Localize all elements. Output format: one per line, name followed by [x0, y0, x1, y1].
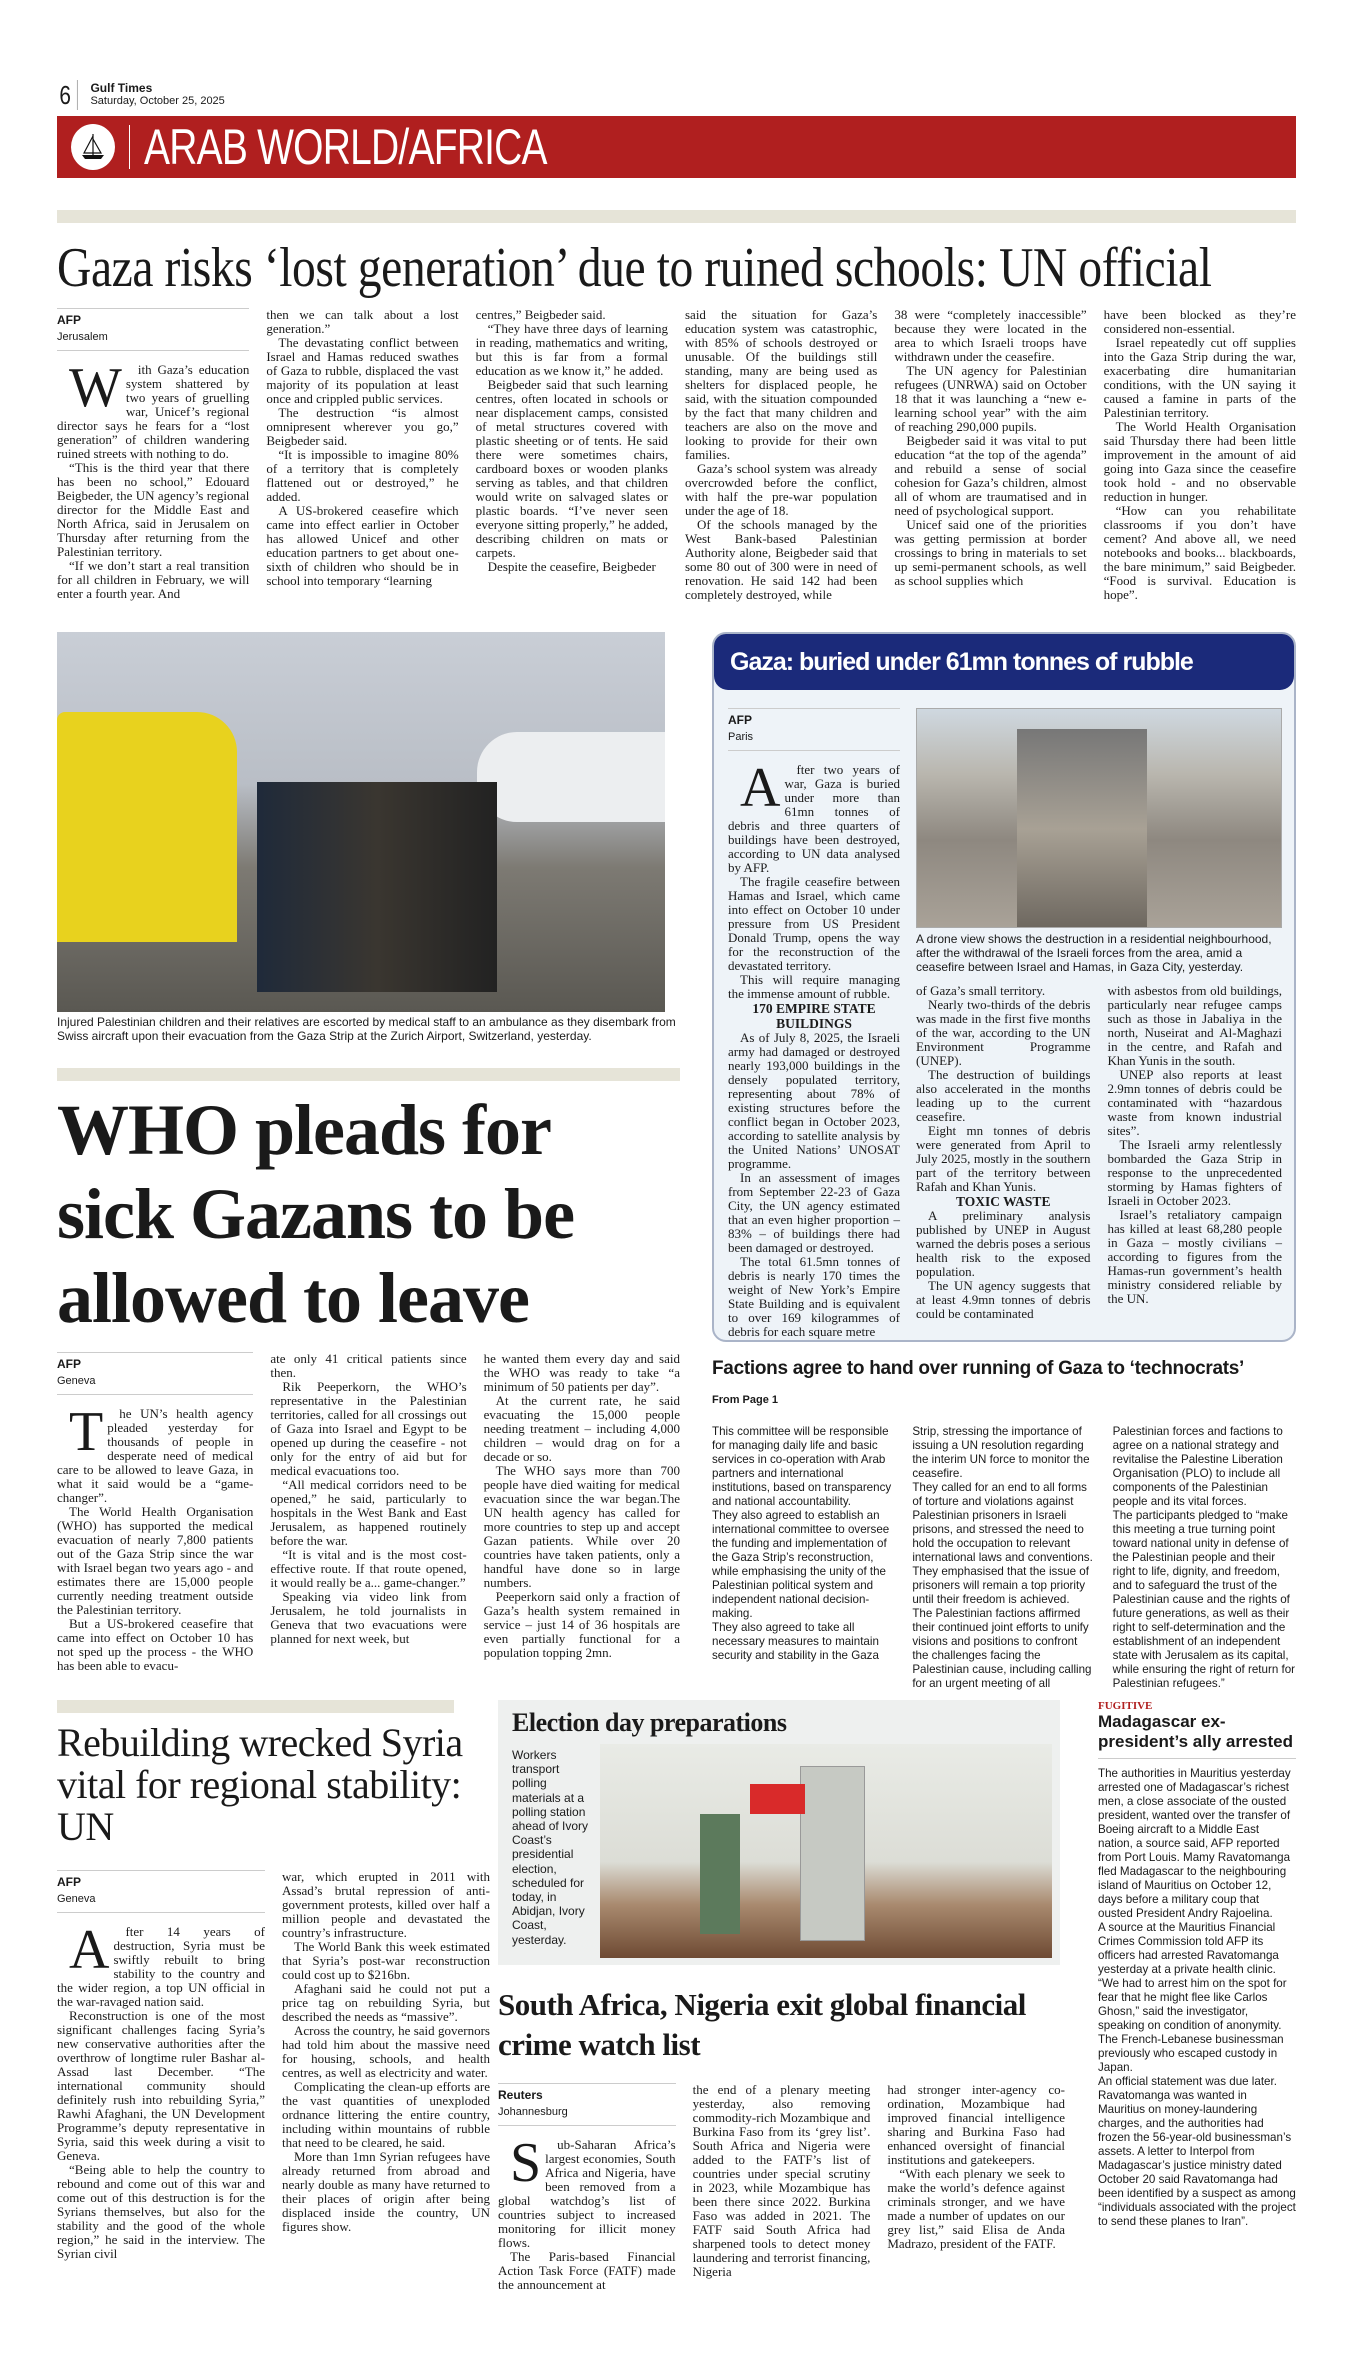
paragraph: Despite the ceasefire, Beigbeder: [487, 559, 656, 574]
paragraph: Rik Peeperkorn, the WHO’s representative in the Palestinian territories, called for all crossings out of Gaza into Israel and Egypt to be opened up during the ceasefire - not only for the entry of aid but for medical evacuations too.: [270, 1379, 467, 1478]
byline-dateline: Johannesburg: [498, 2106, 568, 2118]
paragraph: Gaza’s school system was already overcrowded before the conflict, with half the pre-war population under the age of 18.: [684, 461, 878, 518]
headline-gaza-schools: Gaza risks ‘lost generation’ due to ruined schools: UN official: [57, 237, 1212, 299]
dhow-logo-icon: [71, 124, 115, 170]
headline-line: allowed to leave: [57, 1258, 529, 1338]
paragraph: “We had to arrest him on the spot for fear that he might flee like Carlos Ghosn,” said the investigator, speaking on condition of anonymity. The French-Lebanese businessman previously who escaped custody in Japan.: [1098, 1977, 1287, 2074]
paragraph: The World Health Organisation (WHO) has supported the medical evacuation of nearly 7,800 patients out of the Gaza Strip since the war with Israel began two years ago - and estimates there are 15,000 people currently needing treatment outside the Palestinian territory.: [57, 1504, 254, 1617]
paragraph: Sub-Saharan Africa’s largest economies, South Africa and Nigeria, have been removed from a global watchdog’s list of countries subject to increased monitoring for illicit money flows.: [498, 2132, 676, 2250]
people-shape: [257, 782, 497, 992]
paragraph: The Palestinian factions affirmed their continued joint efforts to unify visions and positions to confront the challenges facing the Palestinian cause, including calling for an urgent meeting of all: [912, 1607, 1092, 1690]
paragraph: After 14 years of destruction, Syria must be swiftly rebuilt to bring stability to the country and the wider region, a top UN official in the war-ravaged nation said.: [57, 1919, 265, 2009]
paragraph: More than 1mn Syrian refugees have already returned from abroad and nearly double as many have returned to their places of origin after being displaced inside the country, UN figures show.: [282, 2149, 490, 2234]
section-rule: [57, 210, 1296, 223]
article-column: [57, 1870, 265, 2261]
issue-date: Saturday, October 25, 2025: [90, 95, 225, 107]
paragraph: The WHO says more than 700 people have died waiting for medical evacuation since the war began.The UN health agency has called for more countries to step up and accept Gazan patients. While over 20 countries have taken patients, only a handful have done so in large numbers.: [483, 1463, 680, 1590]
photo-zurich-evacuation: [57, 632, 665, 1012]
source-label: From Page 1: [712, 1394, 779, 1406]
publication-name: Gulf Times: [90, 81, 153, 95]
byline-agency: AFP: [57, 1875, 81, 1889]
paragraph: had stronger inter-agency co-ordination, Mozambique had improved financial intelligence sharing and Burkina Faso had enhanced oversight of financial institutions and gatekeepers.: [887, 2082, 1066, 2167]
section-rule: [57, 1700, 454, 1713]
paragraph: In an assessment of images from September 22-23 of Gaza City, the UN agency estimated that an even higher proportion – 83% – of buildings there had been damaged or destroyed.: [728, 1170, 900, 1255]
paragraph: Across the country, he said governors had told him about the massive need for housing, schools, and health centres, as well as electricity and water.: [282, 2023, 490, 2080]
article-column: [57, 308, 249, 602]
article-column: [887, 2083, 1065, 2292]
aircraft-shape: [477, 732, 665, 822]
article-column: [685, 308, 877, 602]
paragraph: The Israeli army relentlessly bombarded the Gaza Strip in response to the unprecedented storming by Hamas fighters of Israeli in October 2023.: [1107, 1137, 1282, 1208]
section-banner: [57, 116, 1296, 178]
paragraph: The participants pledged to “make this meeting a true turning point toward national unity in defense of the Palestinian people and their right to life, dignity, and freedom, and to safeguard the trust of the Palestinian cause and the rights of future generations, as well as their right to self-determination and the establishment of an independent state with Jerusalem as its capital, while ensuring the right of return for Palestinian refugees.”: [1112, 1509, 1296, 1690]
headline-fatf: South Africa, Nigeria exit global financial crime watch list: [498, 1987, 1026, 2062]
subheading: TOXIC WASTE: [956, 1194, 1051, 1209]
paragraph: Afaghani said he could not put a price tag on rebuilding Syria, but described the needs as “massive”.: [282, 1981, 490, 2024]
paragraph: “It is impossible to imagine 80% of a territory that is completely flattened out or destroyed,” he added.: [266, 447, 459, 504]
paragraph: With Gaza’s education system shattered by two years of gruelling war, Unicef’s regional director says he fears for a “lost generation” of children wandering ruined streets with nothing to do.: [57, 357, 250, 461]
article-column: [1108, 984, 1283, 1321]
paragraph: They also agreed to take all necessary measures to maintain security and stability in the Gaza: [712, 1621, 879, 1662]
photo-caption: Workers transport polling materials at a polling station ahead of Ivory Coast’s presidential election, scheduled for today, in Abidjan, Ivory Coast, yesterday.: [512, 1748, 589, 1947]
paragraph: Peeperkorn said only a fraction of Gaza’s health system remained in service – just 14 of 36 hospitals are even partially functional for a population topping 2mn.: [483, 1589, 680, 1660]
byline-dateline: Paris: [728, 731, 754, 743]
paragraph: The UN’s health agency pleaded yesterday for thousands of people in desperate need of medical care to be allowed to leave Gaza, in what it said would be a “game-changer”.: [57, 1401, 254, 1505]
paragraph: “With each plenary we seek to make the world’s defence against criminals stronger, and we have made a number of updates on our grey list,” said Elisa de Anda Madrazo, president of the FATF.: [887, 2166, 1066, 2251]
paragraph: The destruction of buildings also accelerated in the months leading up to the current ceasefire.: [916, 1067, 1091, 1124]
article-column: [484, 1352, 680, 1673]
headline-line: sick Gazans to be: [57, 1174, 575, 1254]
publication-info: [90, 82, 224, 108]
article-column: [916, 984, 1091, 1321]
brief-madagascar: [1098, 1700, 1296, 2229]
paragraph: UNEP also reports at least 2.9mn tonnes of debris could be contaminated with “hazardous waste from known industrial sites”.: [1107, 1067, 1282, 1138]
paragraph: Eight mn tonnes of debris were generated from April to July 2025, mostly in the southern part of the territory between Rafah and Khan Yunis.: [916, 1123, 1091, 1194]
byline-agency: AFP: [57, 313, 81, 327]
paragraph: At the current rate, he said evacuating the 15,000 people needing treatment – including 4,000 children – would drag on for a decade or so.: [483, 1393, 680, 1464]
paragraph: But a US-brokered ceasefire that came into effect on October 10 has not sped up the process - the WHO has been able to evacu-: [57, 1616, 254, 1673]
byline: [57, 308, 249, 351]
paragraph: “They have three days of learning in reading, mathematics and writing, but this is far from a formal education as we know it,” he added.: [475, 321, 668, 378]
article-who: [57, 1352, 680, 1673]
paragraph: the end of a plenary meeting yesterday, also removing commodity-rich Mozambique and Burkina Faso from its ‘grey list’. South Africa and Nigeria were added to the FATF’s list of countries under special scrutiny in 2023, while Mozambique has been there since 2022. Burkina Faso was added in 2021. The FATF said South Africa had sharpened tools to detect money laundering and terrorist financing, Nigeria: [692, 2082, 871, 2279]
article-column: [476, 308, 668, 602]
article-column: [728, 708, 900, 1339]
article-column: [270, 1352, 466, 1673]
paragraph: Unicef said one of the priorities was getting permission at border crossings to bring in materials to set up semi-permanent schools, as well as school supplies which: [894, 517, 1087, 588]
headline-madagascar: Madagascar ex-president’s ally arrested: [1098, 1712, 1296, 1759]
paragraph: A US-brokered ceasefire which came into effect earlier in October has allowed Unicef and other education partners to get about one-sixth of children who should be in school into temporary “learning: [266, 503, 459, 588]
rubble-feature-box: [712, 632, 1296, 1342]
paragraph: After two years of war, Gaza is buried under more than 61mn tonnes of debris and three quarters of buildings have been destroyed, according to UN data analysed by AFP.: [728, 757, 900, 875]
paragraph: with asbestos from old buildings, particularly near refugee camps such as those in Jabaliya in the north, Nuseirat and Al-Maghazi in the centre, and Rafah and Khan Yunis in the south.: [1107, 983, 1282, 1068]
byline-dateline: Geneva: [57, 1893, 96, 1905]
paragraph: centres,” Beigbeder said.: [475, 307, 606, 322]
paragraph: An official statement was due later.: [1098, 2075, 1277, 2088]
ballot-boxes-shape: [800, 1766, 865, 1941]
headline-syria: Rebuilding wrecked Syria vital for regional stability: UN: [57, 1720, 463, 1849]
paragraph: The UN agency for Palestinian refugees (UNRWA) said on October 18 that it was launching a “new e-learning school year” with the aim of reaching 290,000 pupils.: [894, 363, 1087, 434]
ruined-building-shape: [1017, 729, 1147, 928]
byline-agency: AFP: [57, 1357, 81, 1371]
paragraph: Israel’s retaliatory campaign has killed at least 68,280 people in Gaza – mostly civilians – according to figures from the Hamas-run government’s health ministry considered reliable by the UN.: [1107, 1207, 1282, 1306]
byline: [57, 1870, 265, 1913]
subheading: 170 EMPIRE STATE BUILDINGS: [752, 1001, 876, 1031]
paragraph: Nearly two-thirds of the debris was made in the first five months of the war, according to the UN Environment Programme (UNEP).: [916, 997, 1091, 1068]
photo-gaza-destruction: [916, 708, 1282, 928]
paragraph: Ravatomanga was wanted in Mauritius on money-laundering charges, and the authorities had frozen the 56-year-old businessman’s assets. A letter to Interpol from Madagascar’s justice ministry dated October 20 said Ravatomanga had been identified by a suspect as among “individuals associated with the project to send these planes to Iran”.: [1098, 2089, 1296, 2228]
paragraph: “It is vital and is the most cost-effective route. If that route opened, it would really be a... game-changer.”: [270, 1547, 467, 1590]
paragraph: The Paris-based Financial Action Task Force (FATF) made the announcement at: [498, 2249, 676, 2292]
paragraph: This will require managing the immense amount of rubble.: [728, 972, 900, 1001]
article-column: [498, 2083, 676, 2292]
paragraph: of Gaza’s small territory.: [916, 983, 1046, 998]
folio: [57, 80, 225, 110]
article-column: [1098, 1767, 1296, 2229]
red-crate-shape: [750, 1784, 805, 1814]
paragraph: The fragile ceasefire between Hamas and Israel, which came into effect on October 10 under pressure from US President Donald Trump, opens the way for the reconstruction of the devastated territory.: [728, 874, 900, 973]
byline: [728, 708, 900, 751]
paragraph: Strip, stressing the importance of issuing a UN resolution regarding the interim UN force to monitor the ceasefire.: [912, 1425, 1090, 1480]
paragraph: “This is the third year that there has been no school,” Edouard Beigbeder, the UN agency’s regional director for the Middle East and North Africa, said in Jerusalem on Thursday after returning from the Palestinian territory.: [57, 460, 250, 559]
kicker: FUGITIVE: [1098, 1700, 1153, 1712]
photo-caption: A drone view shows the destruction in a residential neighbourhood, after the withdrawal of the Israeli forces from the area, amid a ceasefire between Israel and Hamas, in Gaza City, yesterday.: [916, 932, 1272, 974]
paragraph: Speaking via video link from Jerusalem, he told journalists in Geneva that two evacuations were planned for next week, but: [270, 1589, 467, 1646]
article-column: [266, 308, 458, 602]
paragraph: The World Bank this week estimated that Syria’s post-war reconstruction could cost up to $216bn.: [282, 1939, 490, 1982]
byline-agency: AFP: [728, 713, 752, 727]
section-rule: [57, 1068, 680, 1081]
article-column: [57, 1352, 253, 1673]
photo-caption: Injured Palestinian children and their relatives are escorted by medical staff to an ambulance as they disembark from Swiss aircraft upon their evacuation from the Gaza Strip at the Zurich Airport, Switzerland, yesterday.: [57, 1015, 676, 1043]
article-column: [1104, 308, 1296, 602]
article-factions: [712, 1425, 1296, 1691]
election-photo-box: [498, 1700, 1060, 1965]
paragraph: A source at the Mauritius Financial Crimes Commission told AFP its officers had arrested Ravatomanga yesterday at a private health clinic.: [1098, 1921, 1279, 1976]
paragraph: The authorities in Mauritius yesterday arrested one of Madagascar’s richest men, a close associate of the ousted president, wanted over the transfer of Boeing aircraft to a Middle East nation, a source said, AFP reported from Port Louis. Mamy Ravatomanga fled Madagascar to the neighbouring island of Mauritius on October 12, days before a military coup that ousted President Andry Rajoelina.: [1098, 1767, 1291, 1920]
paragraph: 38 were “completely inaccessible” because they were located in the area to which Israeli troops have withdrawn under the ceasefire.: [894, 307, 1087, 364]
paragraph: “Being able to help the country to rebound and come out of this war and come out of this destruction is for the Syrians themselves, but also for the stability and the good of the whole region,” he said in the interview. The Syrian civil: [57, 2162, 265, 2261]
byline: [498, 2083, 676, 2126]
paragraph: he wanted them every day and said the WHO was ready to take “a minimum of 50 patients per day”.: [483, 1351, 680, 1394]
headline-election: Election day preparations: [512, 1708, 787, 1737]
article-column: [712, 1425, 895, 1691]
paragraph: The total 61.5mn tonnes of debris is nearly 170 times the weight of New York’s Empire State Building and is equivalent to over 169 kilogrammes of debris for each square metre: [728, 1254, 900, 1339]
banner-divider: [129, 125, 130, 169]
article-syria: [57, 1870, 490, 2261]
paragraph: Beigbeder said it was vital to put education “at the top of the agenda” and rebuild a sense of social cohesion for Gaza’s children, almost all of whom are traumatised and in need of psychological support.: [894, 433, 1087, 518]
photo-polling-station: [600, 1744, 1052, 1958]
article-column: [912, 1425, 1095, 1691]
ambulance-shape: [57, 712, 237, 942]
paragraph: A preliminary analysis published by UNEP in August warned the debris poses a serious health risk to the exposed population.: [916, 1208, 1091, 1279]
headline-line: WHO pleads for: [57, 1090, 552, 1170]
byline-dateline: Geneva: [57, 1375, 96, 1387]
article-gaza-schools: [57, 308, 1296, 602]
byline: [57, 1352, 253, 1395]
paragraph: The UN agency suggests that at least 4.9mn tonnes of debris could be contaminated: [916, 1278, 1091, 1321]
paragraph: They called for an end to all forms of torture and violations against Palestinian prisoners in Israeli prisons, and stressed the need to hold the occupation to relevant international laws and conventions. They emphasised that the issue of prisoners will remain a top priority until their freedom is achieved.: [912, 1481, 1093, 1606]
paragraph: Of the schools managed by the West Bank-based Palestinian Authority alone, Beigbeder said that some 80 out of 300 were in need of renovation. He said 142 had been completely destroyed, while: [684, 517, 878, 602]
paragraph: said the situation for Gaza’s education system was catastrophic, with 85% of schools destroyed or unusable. Of the buildings still standing, many are being used as shelters for displaced people, he said, with the situation compounded by the fact that many children and teachers are also on the move and looking to provide for their own families.: [684, 307, 878, 462]
paragraph: ate only 41 critical patients since then.: [270, 1351, 467, 1380]
paragraph: As of July 8, 2025, the Israeli army had damaged or destroyed nearly 193,000 buildings in the densely populated territory, representing about 78% of existing structures before the conflict began in October 2023, according to satellite analysis by the United Nations’ UNOSAT programme.: [728, 1030, 900, 1171]
paragraph: Reconstruction is one of the most significant challenges facing Syria’s new conservative authorities after the overthrow of longtime ruler Bashar al-Assad last December. “The international community should definitely rush into rebuilding Syria,” Rawhi Afaghani, the UN Development Programme’s deputy representative in Syria, said this week during a visit to Geneva.: [57, 2008, 265, 2163]
paragraph: then we can talk about a lost generation.”: [266, 307, 459, 336]
paragraph: The devastating conflict between Israel and Hamas reduced swathes of Gaza to rubble, displaced the vast majority of its population at least once and crippled public services.: [266, 335, 459, 406]
paragraph: Palestinian forces and factions to agree on a national strategy and revitalise the Palestine Liberation Organisation (PLO) to include all components of the Palestinian people and its vital forces.: [1112, 1425, 1283, 1508]
paragraph: Israel repeatedly cut off supplies into the Gaza Strip during the war, exacerbating dire humanitarian conditions, with the UN saying it caused a famine in parts of the Palestinian territory.: [1103, 335, 1296, 420]
section-title: ARAB WORLD/AFRICA: [144, 119, 547, 175]
headline-factions: Factions agree to hand over running of Gaza to ‘technocrats’: [712, 1358, 1245, 1379]
article-column: [282, 1870, 490, 2261]
box-headline: Gaza: buried under 61mn tonnes of rubble: [714, 634, 1294, 690]
article-column: [693, 2083, 871, 2292]
paragraph: They also agreed to establish an international committee to oversee the funding and implementation of the Gaza Strip’s reconstruction, while emphasising the unity of the Palestinian political system and independent national decision-making.: [712, 1509, 890, 1620]
byline-dateline: Jerusalem: [57, 331, 108, 343]
paragraph: The destruction “is almost omnipresent wherever you go,” Beigbeder said.: [266, 405, 459, 448]
paragraph: Beigbeder said that such learning centres, often located in schools or near displacement camps, consisted of metal structures covered with plastic sheeting or of tents. He said there were sometimes chairs, cardboard boxes or wooden planks serving as tables, and that children would write on salvaged slates or plastic boards. “I’ve never seen everyone sitting properly,” he added, describing children on mats or carpets.: [475, 377, 668, 560]
paragraph: “How can you rehabilitate classrooms if you don’t have cement? And above all, we need notebooks and books... blackboards, the bare minimum,” said Beigbeder. “Food is survival. Education is hope”.: [1103, 503, 1296, 602]
paragraph: “If we don’t start a real transition for all children in February, we will enter a fourth year. And: [57, 558, 250, 601]
paragraph: Complicating the clean-up efforts are the vast quantities of unexploded ordnance littering the entire country, including within mountains of rubble that need to be cleared, he said.: [282, 2079, 490, 2150]
article-fatf: [498, 2083, 1065, 2292]
byline-agency: Reuters: [498, 2088, 543, 2102]
page-number: 6: [59, 80, 78, 110]
article-column: [1113, 1425, 1296, 1691]
paragraph: This committee will be responsible for managing daily life and basic services in co-operation with Arab partners and international institutions, based on transparency and national accountability.: [712, 1425, 892, 1508]
paragraph: The World Health Organisation said Thursday there had been little improvement in the amount of aid going into Gaza since the ceasefire took hold - and no observable reduction in hunger.: [1103, 419, 1296, 504]
paragraph: have been blocked as they’re considered non-essential.: [1103, 307, 1296, 336]
article-column: [894, 308, 1086, 602]
worker-shape: [700, 1814, 740, 1934]
paragraph: “All medical corridors need to be opened,” he said, particularly to hospitals in the West Bank and East Jerusalem, as happened routinely before the war.: [270, 1477, 467, 1548]
paragraph: war, which erupted in 2011 with Assad’s brutal repression of anti-government protests, killed over half a million people and devastated the country’s infrastructure.: [282, 1869, 490, 1940]
headline-who: [57, 1088, 574, 1340]
